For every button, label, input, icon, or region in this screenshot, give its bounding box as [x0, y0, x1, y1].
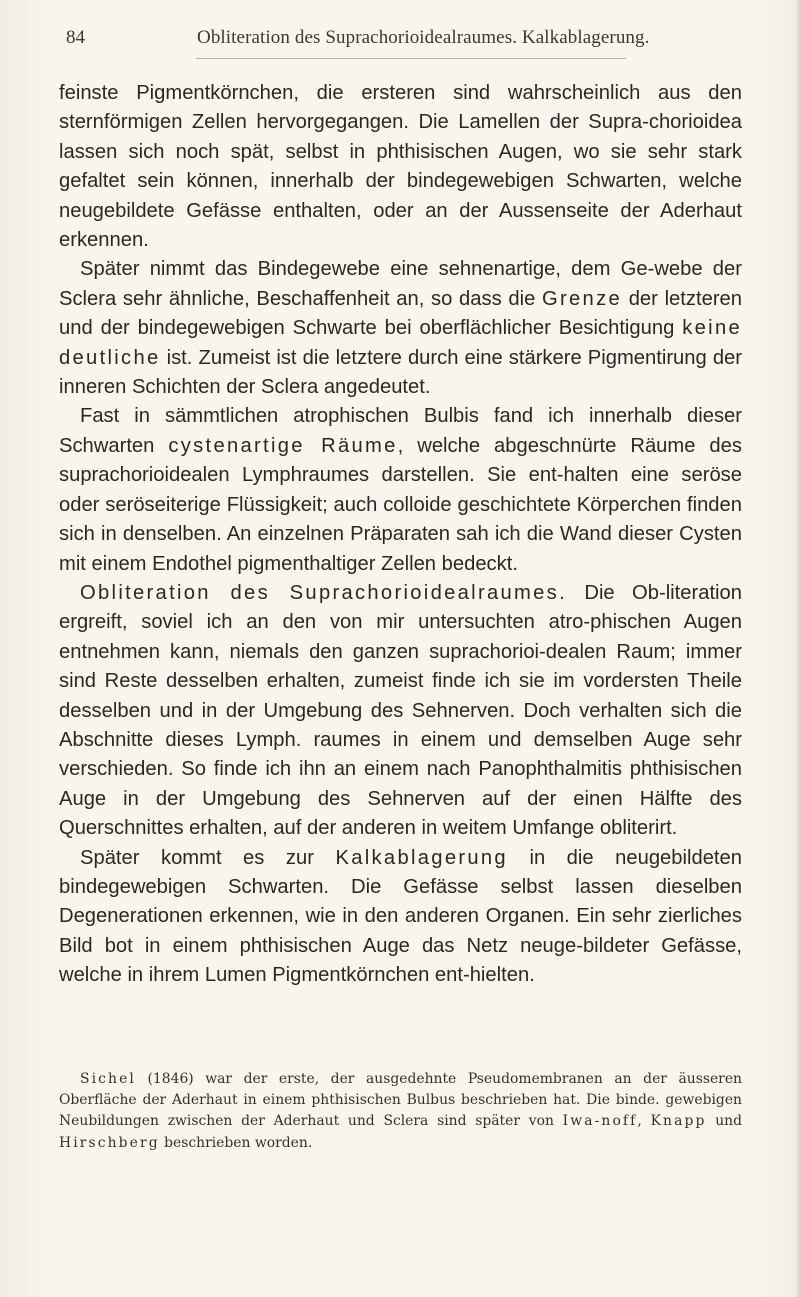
- author-hirschberg: Hirschberg: [59, 1134, 160, 1151]
- paragraph-5-text-c: in die neugebildeten bindegewebigen Schwarten. Die Gefässe selbst lassen dieselben Degenerationen erkennen, wie in den anderen Organen. Ein sehr zierliches Bild bot in einem phthisischen Auge das Netz neuge-bildeter Gefässe, welche in ihrem Lumen Pigmentkörnchen ent-hielten.: [59, 846, 742, 987]
- author-knapp: Knapp: [650, 1113, 707, 1130]
- page-header: [66, 27, 654, 53]
- emphasis-keine-deutliche: keine deutliche: [59, 317, 742, 369]
- main-text: [59, 79, 742, 991]
- note-text-f: und: [706, 1113, 742, 1130]
- paragraph-3-text-c: , welche abgeschnürte Räume des suprachorioidealen Lymphraumes darstellen. Sie ent-halten eine seröse oder seröseiterige Flüssigkeit; auch colloide geschichtete Körperchen finden sich in denselben. An einzelnen Präparaten sah ich die Wand dieser Cysten mit einem Endothel pigmenthaltiger Zellen bedeckt.: [59, 434, 742, 575]
- paragraph-2-text-a: Später nimmt das Bindegewebe eine sehnenartige, dem Ge-webe der Sclera sehr ähnliche, Beschaffenheit an, so dass die: [59, 258, 742, 310]
- page-number: 84: [66, 27, 85, 48]
- paragraph-5: [59, 844, 742, 991]
- paragraph-5-text-a: Später kommt es zur: [80, 846, 336, 869]
- note-text-d: ,: [637, 1113, 651, 1130]
- emphasis-cystenartige-raeume: cystenartige Räume: [168, 434, 398, 457]
- paragraph-4: [59, 579, 742, 844]
- section-heading-obliteration: Obliteration des Suprachorioidealraumes.: [80, 581, 567, 604]
- note-text-b: (1846) war der erste, der ausgedehnte Pseudomembranen an der äusseren Oberfläche der Aderhaut in einem phthisischen Bulbus beschrieben hat. Die binde. gewebigen Neubildungen zwischen der Aderhaut und Sclera sind später von: [59, 1071, 742, 1130]
- paragraph-2-text-e: ist. Zumeist ist die letztere durch eine stärkere Pigmentirung der inneren Schichten der Sclera angedeutet.: [59, 346, 742, 399]
- page-edge-shadow: [795, 0, 801, 1297]
- emphasis-grenze: Grenze: [542, 287, 623, 310]
- paragraph-2-text-c: der letzteren und der bindegewebigen Schwarte bei oberflächlicher Besichtigung: [59, 287, 743, 340]
- paragraph-3-text-a: Fast in sämmtlichen atrophischen Bulbis fand ich innerhalb dieser Schwarten: [59, 405, 742, 457]
- historical-note: [59, 1069, 742, 1154]
- note-text-h: beschrieben worden.: [159, 1134, 313, 1151]
- paragraph-3: [59, 402, 742, 578]
- paragraph-1: feinste Pigmentkörnchen, die ersteren sind wahrscheinlich aus den sternförmigen Zellen hervorgegangen. Die Lamellen der Supra-chorioidea lassen sich noch spät, selbst in phthisischen Augen, wo sie sehr stark gefaltet sein können, innerhalb der bindegewebigen Schwarten, welche neugebildete Gefässe enthalten, oder an der Aussenseite der Aderhaut erkennen.: [59, 82, 742, 252]
- header-rule: [196, 58, 626, 59]
- author-iwanoff: Iwa-noff: [562, 1113, 638, 1130]
- author-sichel: Sichel: [80, 1071, 136, 1087]
- emphasis-kalkablagerung: Kalkablagerung: [335, 846, 508, 869]
- note-paragraph: [59, 1069, 742, 1154]
- running-head: Obliteration des Suprachorioidealraumes. Kalkablagerung.: [197, 27, 650, 48]
- paragraph-2: [59, 255, 742, 402]
- paragraph-4-text-b: Die Ob-literation ergreift, soviel ich an den von mir untersuchten atro-phischen Augen entnehmen kann, niemals den ganzen suprachorioi-dealen Raum; immer sind Reste desselben erhalten, zumeist finde ich sie im vordersten Theile desselben und in der Umgebung des Sehnerven. Doch verhalten sich die Abschnitte dieses Lymph. raumes in einem und demselben Auge sehr verschieden. So finde ich ihn an einem nach Panophthalmitis phthisischen Auge in der Umgebung des Sehnerven auf der einen Hälfte des Querschnittes erhalten, auf der anderen in weitem Umfange obliterirt.: [59, 581, 742, 840]
